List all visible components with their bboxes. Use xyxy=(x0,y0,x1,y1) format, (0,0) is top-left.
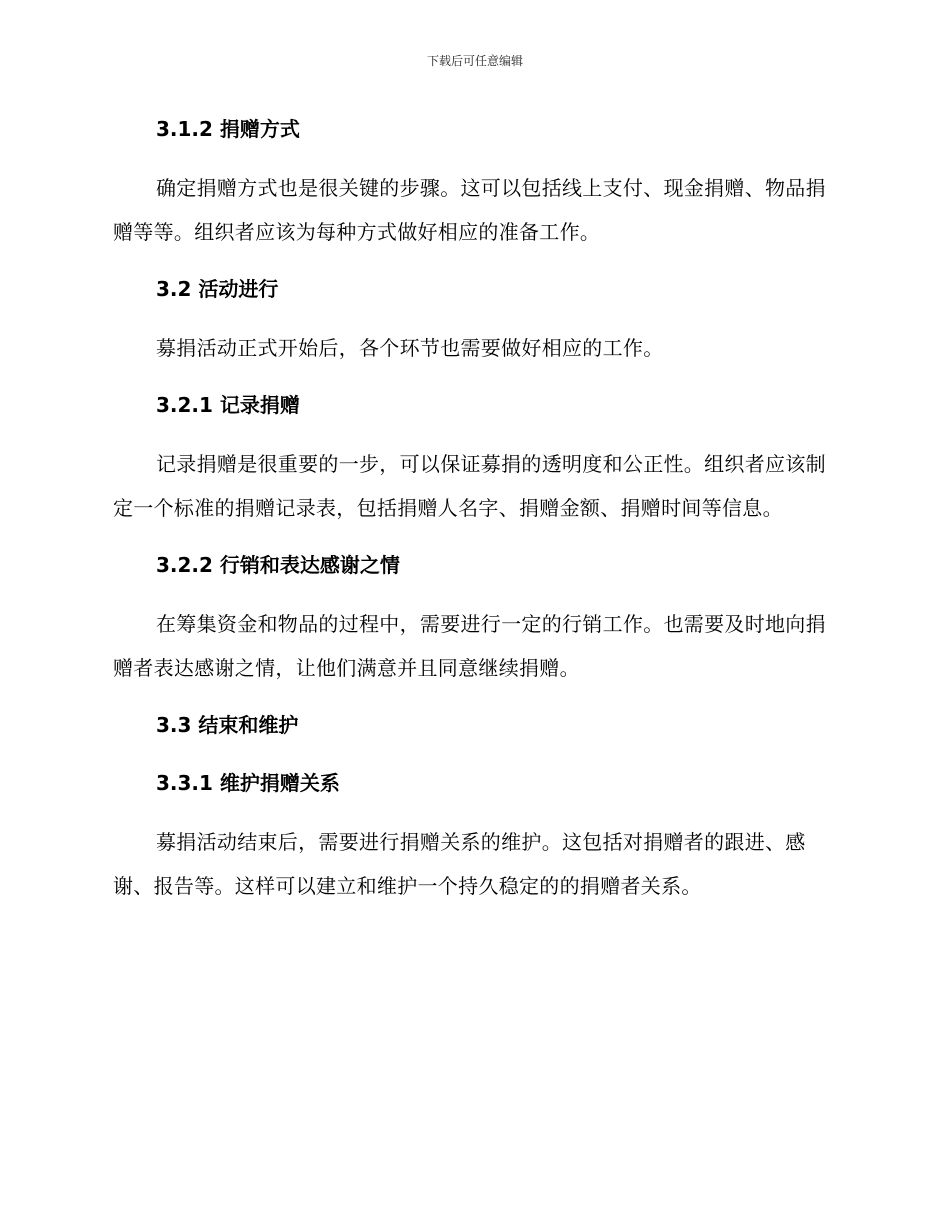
paragraph-activity-start: 募捐活动正式开始后，各个环节也需要做好相应的工作。 xyxy=(156,336,664,360)
section-heading-3-2-2: 3.2.2 行销和表达感谢之情 xyxy=(156,553,400,577)
paragraph-marketing-thanks: 在筹集资金和物品的过程中，需要进行一定的行销工作。也需要及时地向捐赠者表达感谢之情，让他们满意并且同意继续捐赠。 xyxy=(113,612,826,680)
section-heading-3-3-1: 3.3.1 维护捐赠关系 xyxy=(156,771,340,795)
paragraph-maintain-relations: 募捐活动结束后，需要进行捐赠关系的维护。这包括对捐赠者的跟进、感谢、报告等。这样可以建立和维护一个持久稳定的的捐赠者关系。 xyxy=(113,830,806,898)
paragraph-donation-methods: 确定捐赠方式也是很关键的步骤。这可以包括线上支付、现金捐赠、物品捐赠等等。组织者应该为每种方式做好相应的准备工作。 xyxy=(113,176,826,244)
document-body xyxy=(113,108,838,922)
section-heading-3-2-1: 3.2.1 记录捐赠 xyxy=(156,393,300,417)
page-header: 下载后可任意编辑 xyxy=(426,54,523,68)
section-heading-3-1-2: 3.1.2 捐赠方式 xyxy=(156,117,300,141)
section-heading-3-2: 3.2 活动进行 xyxy=(156,277,279,301)
paragraph-record-donations: 记录捐赠是很重要的一步，可以保证募捐的透明度和公正性。组织者应该制定一个标准的捐赠记录表，包括捐赠人名字、捐赠金额、捐赠时间等信息。 xyxy=(113,452,826,520)
section-heading-3-3: 3.3 结束和维护 xyxy=(156,713,299,737)
